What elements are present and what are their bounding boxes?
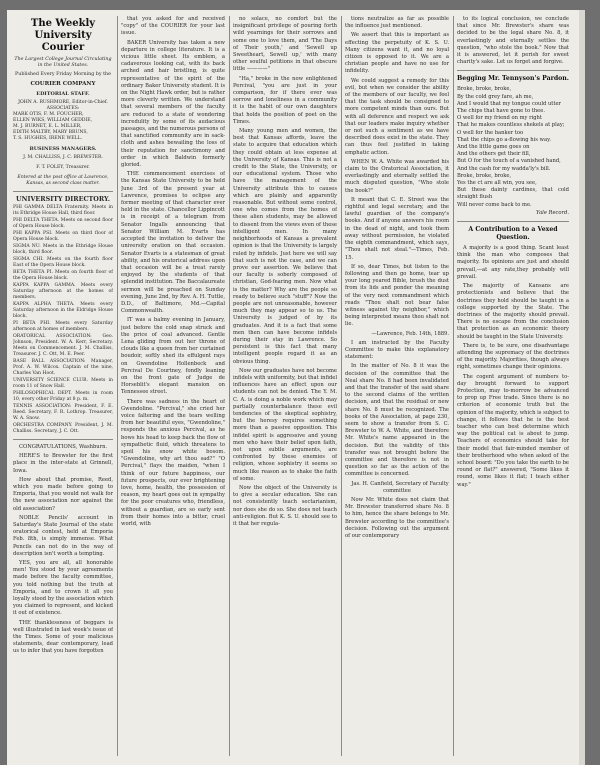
- paragraph: NOBLE Pencils' account in Saturday's State Journal of the state oratorical contest, held at Emporia Feb. 8th, is simply immense. What Pencils can not do in the way of description isn't worth a tempting.: [13, 514, 113, 557]
- directory-entry: BETA THETA PI. Meets on fourth floor of the Opera House block.: [13, 270, 113, 281]
- directory-entry: UNIVERSITY SCIENCE CLUB. Meets in room 11 of Snow Hall.: [13, 378, 113, 389]
- directory-entry: SIGMA NU. Meets in the Ethridge House block, third floor.: [13, 244, 113, 255]
- paragraph: IT was a balmy evening in January, just before the cold snap struck and the price of coal advanced. Gentle Lena gliding from out her throne of clouds like a queen from her curtained boudoir, softly shed its effulgent rays on Gwendoline Hollenbeck and Percival De Courtney, fondly leaning on the front gate of Judge de Horseblit's elegant mansion on Tennessee street.: [121, 317, 225, 396]
- poem-line: And the others get their fill,: [457, 151, 531, 158]
- paragraph: Now our graduates have not become infidels with uniformity, but that infidel influences have an effect upon our students can not be denied. The Y. M. C. A. is doing a noble work which may partially counterbalance these evil tendencies of the skeptical sophistry, but the heresy requires something more than a passive opposition. This infidel spirit is aggressive and young men who have their belief upon faith, not upon subtle arguments, are confronted by these enemies of religion, whose sophistry it seems so much like reason as to shake the faith of some.: [233, 367, 337, 482]
- staff-heading: EDITORIAL STAFF.: [36, 91, 90, 97]
- managers: J. M. CHALLISS, J. C. BREWSTER.: [23, 155, 103, 160]
- paragraph: I am instructed by the Faculty Committee to make this explanatory statement:: [345, 339, 449, 361]
- editorial-staff: [13, 100, 113, 142]
- column-rule: [341, 16, 342, 756]
- directory-entry: ORCHESTRA COMPANY. President, J. M. Challiss. Secretary, J. C. Ott.: [13, 423, 113, 434]
- paragraph: Now the object of the University is to give a secular education. She can not consistently teach sectarianism, nor does she do so. She does not teach anti-religion. But K. S. U. should see to it that her regula-: [233, 485, 337, 528]
- poem-line: Will never come back to me.: [457, 201, 532, 208]
- poem-heading: Begging Mr. Tennyson's Pardon.: [457, 75, 569, 83]
- paragraph: "Ha," broke in the now enlightened Percival, "you are just in your comparison, for if there ever was sorrow and loneliness in a community it is the habit of our own daughters that holds the position of poet on the Times.: [233, 75, 337, 125]
- paragraph: THE commencement exercises of the Kansas State University to be held June 3rd of the present year at Lawrence, promises to eclipse any former meeting of that character ever held in the state. Chancellor Lippincott is in receipt of a telegram from Senator Ingalls announcing that Senator William M. Evarts has accepted the invitation to deliver the university oration on that occasion. Senator Evarts is a statesman of great ability, and his oratorical address upon that occasion will be a treat rarely enjoyed by the students of that splendid institution. The Baccalaureate sermon will be preached on Sunday evening, June 2nd, by Rev. A. H. Tuttle, D.D., of Baltimore, Md.—Capital Commonwealth.: [121, 171, 225, 315]
- column-1: [13, 16, 113, 759]
- poem: [457, 86, 569, 208]
- contribution-heading: A Contribution to a Vexed Question.: [468, 226, 558, 242]
- paragraph: There is, to be sure, one disadvantage attending the supremacy of the doctrines of the majority. Majorities, though always right, sometimes change their opinions.: [457, 342, 569, 371]
- divider: [457, 70, 569, 71]
- directory-entry: ORATORICAL ASSOCIATION: Geo. Johnson, President. W. A. Kerr, Secretary. Meets on Commencement. J. M. Challiss, Treasurer. J. C. Ott, M. E. Peer.: [13, 334, 113, 357]
- poem-line: And I would that my tongue could utter: [457, 100, 562, 107]
- poem-line: That the chips go a-flowing his way.: [457, 136, 551, 143]
- paragraph: We could suggest a remedy for this evil, but when we consider the ability of the members of our faculty, we feel that the task should be consigned to more competent minds than ours. But with all deference and respect we ask that our leaders make inquiry whether or not such a sentiment as we have described does exist in the state. They can thus feel justified in taking emphatic action.: [345, 77, 449, 156]
- poem-line: That he makes countless shekels at play;: [457, 122, 565, 129]
- treasurer: F. T. FOLEY, Treasurer.: [36, 165, 90, 170]
- directory-entry: KAPPA ALPHA THETA. Meets every Saturday afternoon in the Eldridge House block.: [13, 302, 113, 319]
- poem-line: And the cash for my wadda'ly's bill.: [457, 165, 551, 172]
- paragraph: no solace, no comfort but the insignificant privilege of pouring forth wild yearnings for their sorrows and some one to love them, and 'The Days of Their youth,' and 'Sewell up Sweetheart, Sewell up,' with many other soulful petitions in that obscure little ————": [233, 16, 337, 73]
- poem-line: O well for the banker too: [457, 129, 524, 136]
- paragraph: that you asked for and received "copy" of the COURIER for your last issue.: [121, 16, 225, 37]
- paragraph: HERE'S to Brewster for the first place in the inter-state at Grinnell, Iowa.: [13, 453, 113, 474]
- divider: [13, 191, 113, 192]
- paragraph: The majority of Kansans are protectionists and believe that the doctrines they hold should be taught in a college supported by the State. The doctrines of the majority should prevail. There is no escape from the conclusion that protection as an economic theory should be taught in the State University.: [457, 283, 569, 340]
- directory-entry: PHI DELTA THETA. Meets on second floor of Opera House block.: [13, 218, 113, 229]
- poem-line: O well for my friend on my right: [457, 115, 542, 122]
- paragraph: A majority is a good thing. Scant least think the man who composes that majority. Its opinions are just and should prevail,—at any rate,they probably will prevail.: [457, 245, 569, 280]
- paragraph: Many young men and women, the best that Kansas affords, leave the state to acquire that education which they could obtain at less expense at the University of Kansas. This is not a credit to the State, the University, or our educational system. Those who have the management of the University attribute this to causes which are plainly and apparently reasonable. But without some control, one who comes from the homes of these alien students, may be allowed to dissent from the views even of these intelligent men. In many neighborhoods of Kansas a prevalent opinion is that the University is largely ruled by infidels. Just here we will say that such is not the case, and we can prove our assertion. We believe that our faculty is soberly composed of christian, God-fearing men. Now what is the matter? Why are the people so ready to believe such "stuff"? Now the people are not unreasonable, however much they may appear so to us. The University is judged of by its graduates. And it is a fact that some men then can have become infidels during their stay in Lawrence. So persistent is this fact that many intelligent people regard it as an obvious thing.: [233, 128, 337, 365]
- poem-signature: Yale Record.: [536, 209, 569, 216]
- poem-line: And the little game goes on: [457, 144, 530, 151]
- paragraph: YES, you are all, all honorable men! You stood by your agreements made before the faculty committee, you told nothing but the truth at Emporia, and to crown it all you loyally stood by the association which you claimed to represent, and kicked it out of existence.: [13, 560, 113, 617]
- column-rule: [453, 16, 454, 756]
- divider: [457, 221, 569, 222]
- adjacent-page-edge: [579, 10, 585, 765]
- column-2: [121, 16, 225, 759]
- associate-line: ELLEN WIKS, WILLIAM GEDDIE,: [13, 118, 93, 123]
- paragraph: tions neutralize as far as possible the influence just mentioned.: [345, 16, 449, 30]
- paragraph: to its logical conclusion, we conclude that since Mr. Brewster's share was decided to be the legal share No. 8, it everlastingly and eternally settles the question, "who stole the book." Now that it is answered, let it perish for sweet charity's sake. Let us forget and forgive.: [457, 16, 569, 66]
- paragraph: How about that promise, Reed, which you made before going to Emporia, that you would not walk for the new association nor against the old association?: [13, 476, 113, 512]
- published-line: Published Every Friday Morning by the: [15, 72, 111, 77]
- associate-line: T. S. HUGHES, IRENE WELL.: [13, 136, 83, 141]
- poem-line: Broke, broke, broke,: [457, 86, 512, 93]
- newspaper-page: [7, 10, 585, 765]
- poem-line: But these dainty cardines, that cold straight flush: [457, 187, 569, 201]
- paragraph: Now Mr. White does not claim that Mr. Brewster transferred share No. 8 to him, hence the share belongs to Mr. Brewster according to the committee's decision. Following out the argument of our contemporary: [345, 497, 449, 540]
- poem-line: By the cold grey fare, ah me,: [457, 93, 534, 100]
- managers-heading: BUSINESS MANAGERS.: [29, 146, 97, 152]
- poem-line: The chips that have gone to thee.: [457, 108, 545, 115]
- column-3: [233, 16, 337, 759]
- paragraph: CONGRATULATIONS, Washburn.: [19, 444, 108, 450]
- poem-line: Yes the ct are all win, you see,: [457, 180, 537, 187]
- directory-heading: UNIVERSITY DIRECTORY.: [16, 195, 110, 203]
- directory-entry: PHI GAMMA DELTA Fraternity. Meets in its Ethridge House Hall, third floor.: [13, 205, 113, 216]
- masthead-title: The Weekly University Courier: [30, 18, 96, 53]
- company-name: COURIER COMPANY: [30, 81, 96, 87]
- paragraph: WHEN W. A. White was awarded his claim to the Oratorical Association, it everlastingly and eternally settled the much disputed question, "Who stole the book?": [345, 158, 449, 194]
- associates-label: ASSOCIATES:: [46, 106, 80, 111]
- masthead-subtitle: The Largest College Journal Circulating in the United States.: [14, 57, 112, 68]
- signature: Jas. H. Canfield, Secretary of Faculty committee: [351, 480, 449, 494]
- paragraph: The cogent argument of numbers to-day brought forward to support Protection, may to-morrow be advanced to prop up Free trade. Since there is no criterion of economic truth but the opinion of the majority, which is subject to change, it follows that he is the best teacher who can best determine which way the political cat is about to jump. Teachers of economics should take for their model that fair-minded member of their brotherhood who when asked of the school board: "Do you take the earth to be round or flat?" answered, "Some likes it round, some likes it flat; I teach either way.": [457, 373, 569, 488]
- paragraph: We assert that this is important as effecting the perpetuity of K. S. U. Many citizens want it, and no loyal citizen is opposed to it. We are a christian people and have no use for infidelity.: [345, 32, 449, 75]
- associate-line: M. J. BURNET, E. L. MILLER,: [13, 124, 82, 129]
- directory-entry: KAPPA KAPPA GAMMA. Meets every Saturday afternoon at the homes of members.: [13, 283, 113, 300]
- paragraph: THE thanklessness of beggars is well illustrated in last week's issue of the Times. Some of your malicious statements, dear contemporary, lead us to infer that you have forgotten: [13, 619, 113, 655]
- chief-editor: JOHN A. RUSHMORE, Editor-in-Chief.: [18, 100, 108, 105]
- university-directory: [13, 205, 113, 435]
- directory-entry: BASE BALL ASSOCIATION: Manager, Prof. A. W. Wilcox. Captain of the nine, Charles Van Hoot.: [13, 359, 113, 376]
- directory-entry: SIGMA CHI. Meets on the fourth floor East of the Opera House block.: [13, 257, 113, 268]
- paragraph: There was sadness in the heart of Gwendoline. "Percival," she cried her voice faltering and the tears welling from her beautiful eyes, "Gwendoline," responds the anxious Percival, as he bows his head to keep back the flow of sympathetic fluid, which threatens to spoil his snow white bosom. "Gwendoline, why art thou sad?" "O Percival," flays the maiden, "when I think of our future happiness, our future prospects, our ever brightening love, home, health, the possession of reason, my heart goes out in sympathy for the poor creatures who, friendless, without a guardian, are so early sent from their homes into a bitter, cruel world, with: [121, 398, 225, 528]
- paragraph: In the matter of No. 8 it was the decision of the committee that the Neal share No. 8 had been invalidated and that the transfer of the said share to the second claims of the written decision, and that the residual or new share No. 8 must be recognized. The books of the Association, at page 230, seem to show a transfer from S. C. Brewster to W. A. White, and therefore Mr. White's name appeared in the decision. But the validity of this transfer was not brought before the committee and therefore is not in question so far as the action of the committee is concerned.: [345, 363, 449, 478]
- directory-entry: PHILOSOPHICAL DEPT. Meets in room 10, every other Friday at 8 p. m.: [13, 391, 113, 402]
- column-5: [457, 16, 569, 759]
- column-rule: [229, 16, 230, 756]
- divider: [13, 439, 113, 440]
- paragraph: It meant that C. E. Street was the rightful and legal secretary, and the lawful guardian of the company's books. And if anyone answers his room in the dead of night, and took them away without permission, he violated the eighth commandment, which says, "Thou shalt not steal."—Times, Feb. 15.: [345, 196, 449, 261]
- column-rule: [117, 16, 118, 756]
- column-4: [345, 16, 449, 759]
- poem-line: But O for the touch of a vanished hand,: [457, 158, 561, 165]
- paragraph: BAKER University has taken a new departure in college literature. It is a vicious little sheet. Its emblem, a cadaverous looking cat, with its back arched and hair bristling, is quite representative of the spirit of the ordinary Baker University student. It is on the Night Hawk order, but is rather more cleverly written. We understand that several members of the faculty are reduced to a state of wondering incredulity by some of its audacious passages, and the numerous persons of that sanctified community are in sack-cloth and ashes bewailing the loss of their reputation for sanctimony and order in which Baldwin formerly gloried.: [121, 39, 225, 169]
- directory-entry: TENNIS ASSOCIATION: President, F. E. Reed. Secretary, F. R. Lothrop. Treasurer, W. A. Snow.: [13, 404, 113, 421]
- associate-line: EDITH MALTBY, MARY BRUNS,: [13, 130, 88, 135]
- associate-line: MARK OTIS, F. M. FOUCHER,: [13, 112, 84, 117]
- poem-line: Broke, broke, broke,: [457, 172, 512, 179]
- entry-notice: Entered at the post office at Lawrence, Kansas, as second class matter.: [17, 175, 109, 186]
- directory-entry: PHI KAPPA PSI. Meets on third floor of Opera House block.: [13, 231, 113, 242]
- dateline: —Lawrence, Feb. 14th, 1889.: [371, 330, 449, 337]
- directory-entry: PI BETA PHI. Meets every Saturday afternoon at homes of members.: [13, 321, 113, 332]
- paragraph: If so, dear Times, but listen to the following and then go home, tear up your long yeared Bible, brush the dust from its lids and ponder the meaning of the very next commandment which reads "Thou shalt not bear false witness against thy neighbor," which being interpreted means thou shalt not lie.: [345, 263, 449, 328]
